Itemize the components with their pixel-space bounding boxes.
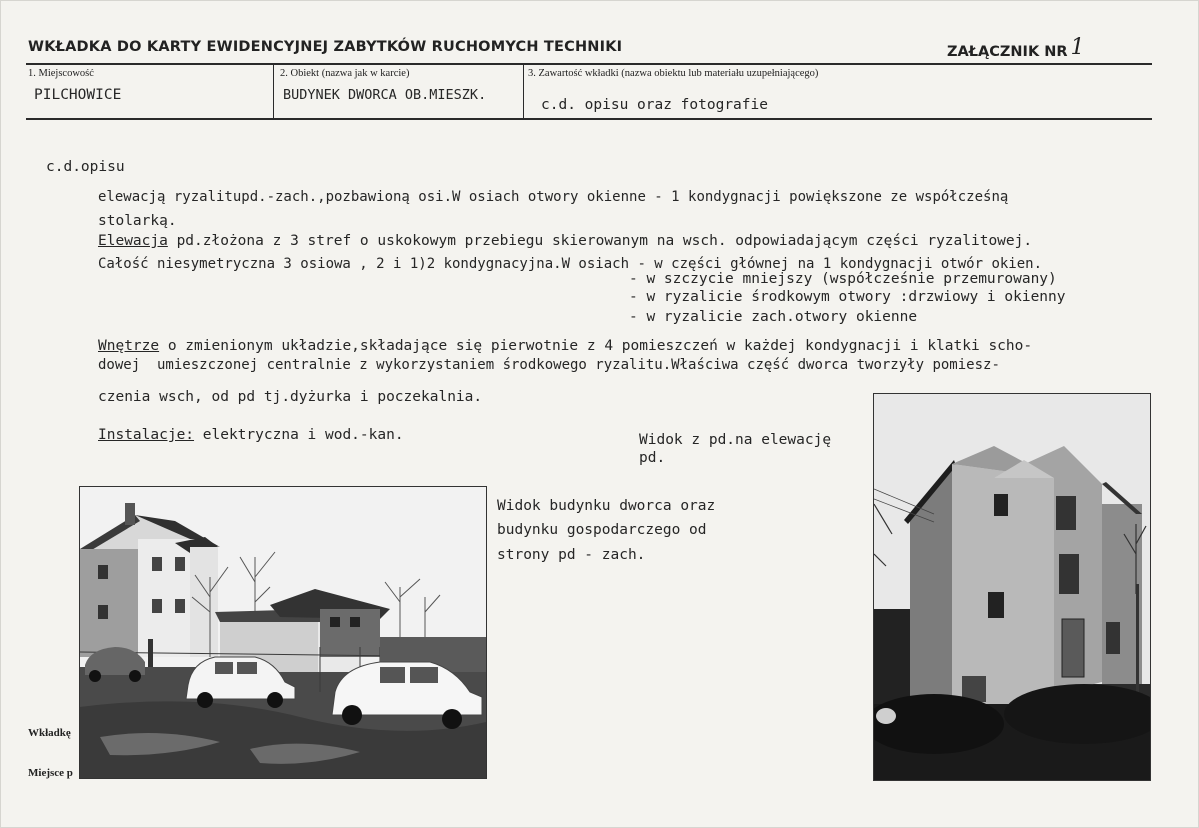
body-line-3-text: pd.złożona z 3 stref o uskokowym przebiegu skierowanym na wsch. odpowiadającym części ryzalitowej. bbox=[176, 233, 1033, 249]
annex-label-text: ZAŁĄCZNIK NR bbox=[947, 44, 1068, 60]
body-heading: c.d.opisu bbox=[46, 159, 125, 175]
object-value: BUDYNEK DWORCA OB.MIESZK. bbox=[283, 87, 487, 103]
body-line-8 bbox=[98, 338, 1032, 354]
place-label: Miejsce p bbox=[28, 767, 73, 779]
body-line-5: - w szczycie mniejszy (współcześnie przemurowany) bbox=[629, 271, 1057, 287]
body-line-3 bbox=[98, 233, 1032, 249]
annex-number: 1 bbox=[1070, 35, 1085, 60]
right-photo-caption-2: pd. bbox=[639, 450, 666, 466]
field-divider-1 bbox=[273, 65, 274, 119]
body-line-7: - w ryzalicie zach.otwory okienne bbox=[629, 309, 918, 325]
installations-label: Instalacje: bbox=[98, 427, 195, 443]
field-divider-2 bbox=[523, 65, 524, 119]
header-rule bbox=[26, 63, 1152, 65]
annex-label bbox=[947, 37, 1085, 62]
body-line-4: Całość niesymetryczna 3 osiowa , 2 i 1)2 kondygnacyjna.W osiach - w części głównej na 1 kondygnacji otwór okien. bbox=[98, 256, 1043, 272]
body-line-10: czenia wsch, od pd tj.dyżurka i poczekalnia. bbox=[98, 389, 483, 405]
left-photo-caption-3: strony pd - zach. bbox=[497, 547, 646, 563]
card-title: WKŁADKA DO KARTY EWIDENCYJNEJ ZABYTKÓW RUCHOMYCH TECHNIKI bbox=[28, 39, 623, 55]
object-label: 2. Obiekt (nazwa jak w karcie) bbox=[280, 68, 410, 79]
station-and-outbuilding-photo bbox=[79, 486, 487, 779]
contents-value: c.d. opisu oraz fotografie bbox=[541, 97, 768, 113]
body-line-8-text: o zmienionym układzie,składające się pierwotnie z 4 pomieszczeń w każdej kondygnacji i klatki scho- bbox=[167, 338, 1033, 354]
body-line-6: - w ryzalicie środkowym otwory :drzwiowy i okienny bbox=[629, 289, 1066, 305]
body-line-1: elewacją ryzalitupd.-zach.,pozbawioną osi.W osiach otwory okienne - 1 kondygnacji powiększone ze współcześną bbox=[98, 189, 1009, 205]
contents-label: 3. Zawartość wkładki (nazwa obiektu lub materiału uzupełniającego) bbox=[528, 68, 819, 79]
left-photo-caption-1: Widok budynku dworca oraz bbox=[497, 498, 716, 514]
south-elevation-photo bbox=[873, 393, 1151, 781]
body-line-11-text: elektryczna i wod.-kan. bbox=[202, 427, 404, 443]
left-photo-caption-2: budynku gospodarczego od bbox=[497, 522, 707, 538]
right-photo-caption-1: Widok z pd.na elewację bbox=[639, 432, 832, 448]
insert-label: Wkładkę bbox=[28, 727, 71, 739]
body-line-9: dowej umieszczonej centralnie z wykorzystaniem środkowego ryzalitu.Właściwa część dworca tworzyły pomiesz- bbox=[98, 357, 1000, 373]
locality-value: PILCHOWICE bbox=[34, 87, 122, 103]
locality-label: 1. Miejscowość bbox=[28, 68, 94, 79]
elevation-label: Elewacja bbox=[98, 233, 168, 249]
fields-rule bbox=[26, 118, 1152, 120]
interior-label: Wnętrze bbox=[98, 338, 160, 354]
body-line-2: stolarką. bbox=[98, 213, 177, 229]
body-line-11 bbox=[98, 427, 404, 443]
